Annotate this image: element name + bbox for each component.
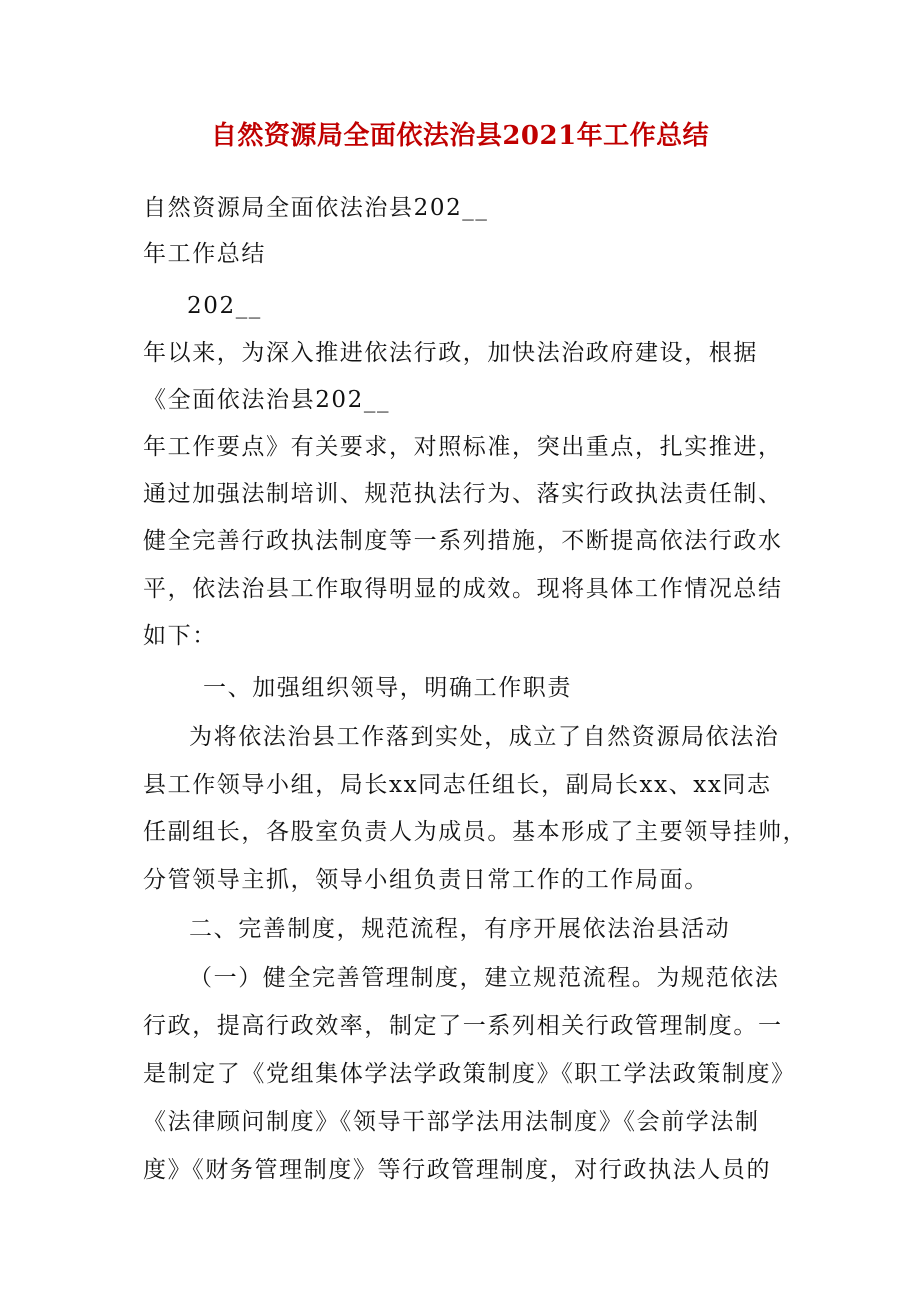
paragraph-line: 自然资源局全面依法治县202__ xyxy=(143,195,489,221)
section-heading: 二、完善制度，规范流程，有序开展依法治县活动 xyxy=(189,916,731,942)
paragraph-line: 如下： xyxy=(143,623,217,649)
section-heading: 一、加强组织领导，明确工作职责 xyxy=(203,675,572,701)
paragraph-line: 年工作总结 xyxy=(143,241,266,267)
paragraph-line: 《法律顾问制度》《领导干部学法用法制度》《会前学法制 xyxy=(143,1109,760,1135)
document-title: 自然资源局全面依法治县2021年工作总结 xyxy=(210,121,710,151)
paragraph-line: 是制定了《党组集体学法学政策制度》《职工学法政策制度》 xyxy=(143,1061,796,1087)
paragraph-line: （一）健全完善管理制度，建立规范流程。为规范依法 xyxy=(189,965,780,991)
paragraph-line: 平，依法治县工作取得明显的成效。现将具体工作情况总结 xyxy=(143,576,783,602)
paragraph-line: 年工作要点》有关要求，对照标准，突出重点，扎实推进， xyxy=(143,434,783,460)
paragraph-line: 行政，提高行政效率，制定了一系列相关行政管理制度。一 xyxy=(143,1013,783,1039)
paragraph-line: 分管领导主抓，领导小组负责日常工作的工作局面。 xyxy=(143,867,709,893)
paragraph-line: 为将依法治县工作落到实处，成立了自然资源局依法治 xyxy=(189,724,780,750)
paragraph-line: 县工作领导小组，局长xx同志任组长，副局长xx、xx同志 xyxy=(143,772,772,798)
paragraph-line: 健全完善行政执法制度等一系列措施，不断提高依法行政水 xyxy=(143,528,783,554)
paragraph-line: 度》《财务管理制度》等行政管理制度，对行政执法人员的 xyxy=(143,1157,772,1183)
paragraph-line: 任副组长，各股室负责人为成员。基本形成了主要领导挂帅， xyxy=(143,819,808,845)
paragraph-line: 202__ xyxy=(187,293,262,319)
paragraph-line: 年以来，为深入推进依法行政，加快法治政府建设，根据 xyxy=(143,340,758,366)
paragraph-line: 《全面依法治县202__ xyxy=(143,387,391,413)
paragraph-line: 通过加强法制培训、规范执法行为、落实行政执法责任制、 xyxy=(143,481,783,507)
